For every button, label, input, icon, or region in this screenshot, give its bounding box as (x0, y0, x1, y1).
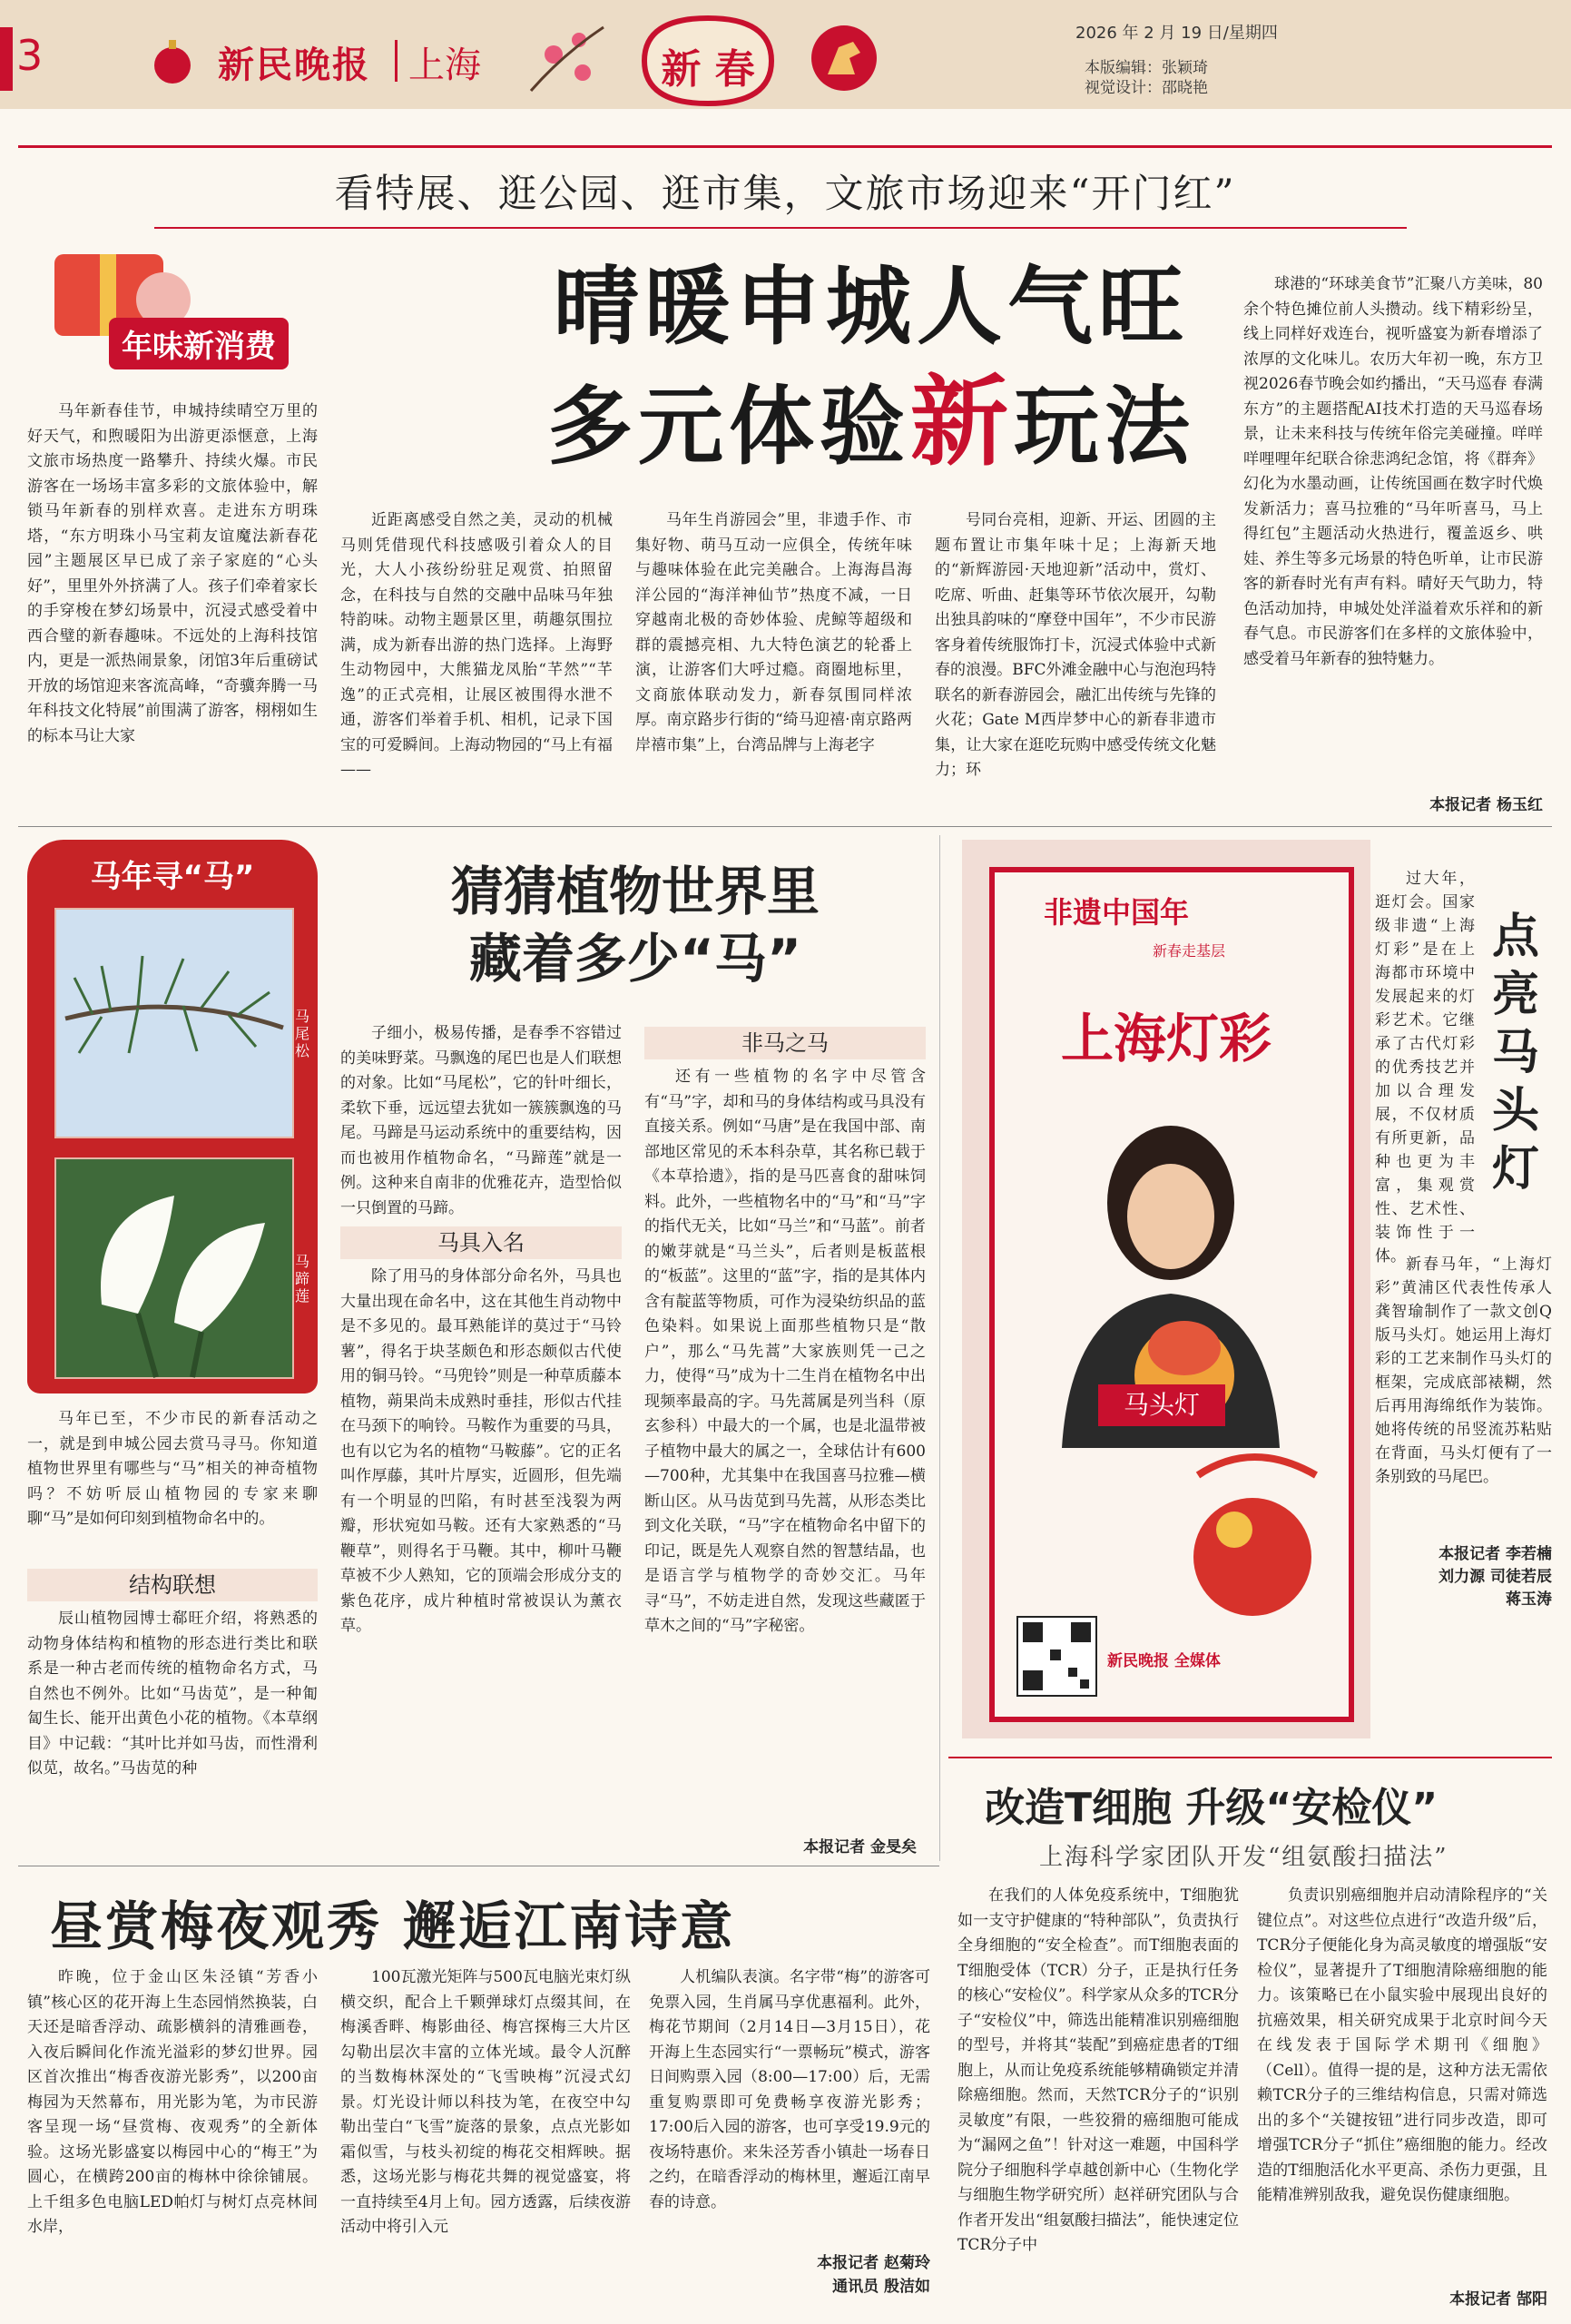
plants-subhead-1: 结构联想 (27, 1569, 318, 1601)
logo-divider (395, 40, 398, 82)
horse-icon (808, 22, 880, 94)
plum-byline-1: 本报记者 赵菊玲 (817, 2254, 930, 2272)
lamp-column-narrow (1375, 867, 1475, 1265)
lead-paragraph: 球港的“环球美食节”汇聚八方美味，80余个特色摊位前人头攒动。线下精彩纷呈，线上同样好戏连台，视听盛宴为新春增添了浓厚的文化味儿。农历大年初一晚，东方卫视2026春节晚会如约播出，“天马巡春 春满东方”的主题搭配AI技术打造的天马巡春场景，让未来科技与传统年俗完美碰撞。咩咩咩哩哩年纪联合徐悲鸿纪念馆，将《群奔》幻化为水墨动画，让传统国画在数字时代焕发新活力；喜马拉雅的“马年听喜马，马上得红包”主题活动火热进行，覆盖返乡、哄娃、养生等多元场景的特色听单，让市民游客的新春时光有声有料。晴好天气助力，特色活动加持，申城处处洋溢着欢乐祥和的新春气息。市民游客们在多样的文旅体验中，感受着马年新春的独特魅力。 (1243, 275, 1543, 668)
lamp-title: 点亮马头灯 (1491, 910, 1539, 1196)
plum-column-1 (27, 1965, 318, 2315)
lead-title-part-c: 玩法 (1014, 378, 1196, 477)
plants-title (327, 858, 944, 992)
tcell-column-2 (1257, 1884, 1547, 2283)
lamp-poster (962, 840, 1370, 1738)
tcell-title: 改造T细胞 升级“安检仪” (985, 1785, 1438, 1831)
tcell-column-1 (957, 1884, 1239, 2310)
lead-title-line2 (381, 343, 1361, 484)
designer-line: 视觉设计：邵晓艳 (1085, 79, 1208, 97)
lead-column-2 (340, 508, 613, 817)
tcell-paragraph: 在我们的人体免疫系统中，T细胞犹如一支守护健康的“特种部队”，负责执行全身细胞的“安全检查”。而T细胞表面的T细胞受体（TCR）分子，正是执行任务的核心“安检仪”。科学家从众多的TCR分子“安检仪”中，筛选出能精准识别癌细胞的型号，并将其“装配”到癌症患者的T细胞上，从而让免疫系统能够精确锁定并清除癌细胞。然而，天然TCR分子的“识别灵敏度”有限，一些狡猾的癌细胞可能成为“漏网之鱼”！针对这一难题，中国科学院分子细胞科学卓越创新中心（生物化学与细胞生物学研究所）赵祥研究团队与合作者开发出“组氨酸扫描法”，能快速定位TCR分子中 (957, 1886, 1239, 2254)
blossom-icon (526, 18, 608, 100)
editor-line: 本版编辑：张颖琦 (1085, 59, 1208, 77)
lead-title-line1: 晴暖申城人气旺 (553, 258, 1189, 357)
qr-code[interactable] (1016, 1616, 1097, 1697)
plum-column-3 (649, 1965, 930, 2247)
lead-kicker: 看特展、逛公园、逛市集，文旅市场迎来“开门红” (334, 172, 1236, 217)
plum-byline-2: 通讯员 殷洁如 (832, 2278, 930, 2296)
lead-paragraph: 近距离感受自然之美，灵动的机械马则凭借现代科技感吸引着众人的目光，大人小孩纷纷驻足观赏、拍照留念，在科技与自然的交融中品味马年独特韵味。动物主题景区里，萌趣氛围拉满，成为新春出游的热门选择。上海野生动物园中，大熊猫龙凤胎“芊然”“芊逸”的正式亮相，让展区被围得水泄不通，游客们举着手机、相机，记录下国宝的可爱瞬间。上海动物园的“马上有福—— (340, 511, 613, 779)
plants-byline: 本报记者 金旻矣 (803, 1838, 917, 1856)
plants-intro (27, 1407, 318, 1561)
page-editor (1085, 58, 1208, 98)
tcell-rule (948, 1757, 1552, 1758)
plum-paragraph: 人机编队表演。名字带“梅”的游客可免票入园，生肖属马享优惠福利。此外，梅花节期间（2月14日—3月15日），花开海上生态园实行“一票畅玩”模式，游客日间购票入园（8:00—17:00）后，无需重复购票即可免费畅享夜游光影秀；17:00后入园的游客，也可享受19.9元的夜场特惠价。来朱泾芳香小镇赴一场春日之约，在暗香浮动的梅林里，邂逅江南早春的诗意。 (649, 1968, 930, 2211)
poster-subtitle: 新春走基层 (1153, 942, 1226, 960)
tcell-paragraph: 负责识别癌细胞并启动清除程序的“关键位点”。对这些位点进行“改造升级”后，TCR分子便能化身为高灵敏度的增强版“安检仪”，显著提升了T细胞清除癌细胞的能力。该策略已在小鼠实验中展现出良好的抗癌效果，相关研究成果于北京时间今天在线发表于国际学术期刊《细胞》（Cell）。值得一提的是，这种方法无需依赖TCR分子的三维结构信息，只需对筛选出的多个“关键按钮”进行同步改造，即可增强TCR分子“抓住”癌细胞的能力。经改造的T细胞活化水平更高、杀伤力更强，且能精准辨别敌我，避免误伤健康细胞。 (1257, 1886, 1547, 2204)
page-number: 3 (16, 31, 44, 80)
plants-paragraph: 马年已至，不少市民的新春活动之一，就是到申城公园去赏马寻马。你知道植物世界里有哪些与“马”相关的神奇植物吗？不妨听辰山植物园的专家来聊聊“马”是如何印刻到植物命名中的。 (27, 1410, 318, 1528)
lead-paragraph: 马年新春佳节，申城持续晴空万里的好天气，和煦暖阳为出游更添惬意，上海文旅市场热度一路攀升、持续火爆。市民游客在一场场丰富多彩的文旅体验中，解锁马年新春的别样欢喜。走进东方明珠塔，“东方明珠小马宝莉友谊魔法新春花园”主题展区早已成了亲子家庭的“心头好”，里里外外挤满了人。孩子们牵着家长的手穿梭在梦幻场景中，沉浸式感受着中西合璧的新春趣味。不远处的上海科技馆内，更是一派热闹景象，闭馆3年后重磅试开放的场馆迎来客流高峰，“奇骥奔腾一马年科技文化特展”前围满了游客，栩栩如生的标本马让大家 (27, 402, 318, 745)
newspaper-logo: 新民晚报 (218, 44, 370, 86)
plum-bylines (649, 2251, 930, 2299)
plants-subhead-3: 非马之马 (644, 1027, 926, 1059)
plum-paragraph: 100瓦激光矩阵与500瓦电脑光束灯纵横交织，配合上千颗弹球灯点缀其间，在梅溪香畔、梅影曲径、梅宫探梅三大片区勾勒出层次丰富的立体光域。最令人沉醉的当数梅林深处的“飞雪映梅”沉浸式幻景。灯光设计师以科技为笔，在夜空中勾勒出莹白“飞雪”旋落的景象，点点光影如霜似雪，与枝头初绽的梅花交相辉映。据悉，这场光影与梅花共舞的视觉盛宴，将一直持续至4月上旬。园方透露，后续夜游活动中将引入元 (340, 1968, 631, 2236)
lead-badge (27, 245, 318, 381)
poster-footer: 新民晚报 全媒体 (1107, 1652, 1221, 1670)
festival-badge-text: 新 春 (661, 46, 755, 93)
section-divider (18, 826, 1552, 827)
tcell-byline: 本报记者 郜阳 (1449, 2290, 1547, 2309)
photo-masson-pine (54, 908, 294, 1138)
lamp-bylines (1375, 1543, 1552, 1611)
lantern-icon (145, 34, 200, 89)
photo1-caption: 马尾松 (295, 1008, 310, 1059)
plants-title-line1: 猜猜植物世界里 (450, 861, 820, 922)
lead-column-4 (935, 508, 1216, 817)
plants-paragraph: 子细小，极易传播，是春季不容错过的美味野菜。马飘逸的尾巴也是人们联想的对象。比如“马尾松”，它的针叶细长，柔软下垂，远远望去犹如一簇簇飘逸的马尾。马蹄是马运动系统中的重要结构，因而也被用作植物命名，“马蹄莲”就是一例。这种来自南非的优雅花卉，造型恰似一只倒置的马蹄。 (340, 1024, 622, 1217)
pine-illustration (56, 910, 292, 1137)
festival-badge (626, 11, 790, 111)
photo2-caption: 马蹄莲 (295, 1253, 310, 1305)
photo-calla-lily (54, 1157, 294, 1379)
lead-column-1 (27, 399, 318, 817)
edition-city: 上海 (408, 44, 481, 86)
plants-column-2 (340, 1021, 622, 1856)
plants-column-3 (644, 1021, 926, 1838)
lamp-paragraph: 新春马年，“上海灯彩”黄浦区代表性传承人龚智瑜制作了一款文创Q版马头灯。她运用上海灯彩的工艺来制作马头灯的框架，完成底部裱糊，然后再用海绵纸作为装饰。她将传统的吊竖流苏粘贴在背面，马头灯便有了一条别致的马尾巴。 (1375, 1256, 1552, 1486)
horse-lantern-decor (1180, 1421, 1334, 1639)
lead-badge-label: 年味新消费 (109, 318, 289, 369)
poster-title: 上海灯彩 (1060, 1008, 1272, 1069)
page-tab-marker (0, 27, 13, 91)
column-divider (939, 835, 940, 1861)
tcell-subtitle: 上海科学家团队开发“组氨酸扫描法” (1039, 1844, 1448, 1871)
plants-subhead-2: 马具入名 (340, 1226, 622, 1259)
calla-illustration (56, 1159, 292, 1377)
kicker-rule (154, 227, 1407, 229)
lead-paragraph: 马年生肖游园会”里，非遗手作、市集好物、萌马互动一应俱全，传统年味与趣味体验在此完美融合。上海海昌海洋公园的“海洋神仙节”热度不减，一日穿越南北极的奇妙体验、虎鲸等超级和群的震撼亮相、九大特色演艺的轮番上演，让游客们大呼过瘾。商圈地标里，文商旅体联动发力，新春氛围同样浓厚。南京路步行街的“绮马迎禧·南京路两岸禧市集”上，台湾品牌与上海老字 (635, 511, 912, 754)
lamp-column (1375, 1253, 1552, 1525)
lamp-byline-1: 本报记者 李若楠 (1438, 1545, 1552, 1563)
plants-paragraph: 除了用马的身体部分命名外，马具也大量出现在命名中，这在其他生肖动物中是不多见的。最耳熟能详的莫过于“马铃薯”，得名于块茎颇色和形态颇似古代使用的铜马铃。“马兜铃”则是一种草质藤本植物，蒴果尚未成熟时垂挂，形似古代挂在马颈下的响铃。马鞍作为重要的马具，也有以它为名的植物“马鞍藤”。它的正名叫作厚藤，其叶片厚实，近圆形，但先端有一个明显的凹陷，有时甚至浅裂为两瓣，形状宛如马鞍。还有大家熟悉的“马鞭草”，则得名于马鞭。其中，柳叶马鞭草被不少人熟知，它的顶端会形成分支的紫色花序，成片种植时常被误认为薰衣草。 (340, 1267, 622, 1635)
plants-title-line2: 藏着多少“马” (468, 928, 802, 990)
poster-caption: 马头灯 (1098, 1384, 1225, 1426)
plum-title: 昼赏梅夜观秀 邂逅江南诗意 (50, 1896, 736, 1957)
lead-column-5 (1243, 272, 1543, 790)
lamp-byline-2: 刘力源 司徒若辰 (1438, 1568, 1552, 1586)
plants-column-1 (27, 1563, 318, 1854)
lead-column-3 (635, 508, 912, 817)
lead-paragraph: 号同台亮相，迎新、开运、团圆的主题布置让市集年味十足；上海新天地的“新辉游园·天地迎新”活动中，赏灯、吃席、听曲、赶集等环节依次展开，勾勒出独具韵味的“摩登中国年”，不少市民游客身着传统服饰打卡，沉浸式体验中式新春的浪漫。BFC外滩金融中心与泡泡玛特联名的新春游园会，融汇出传统与先锋的火花；Gate M西岸梦中心的新春非遗市集，让大家在逛吃玩购中感受传统文化魅力；环 (935, 511, 1216, 779)
plum-paragraph: 昨晚，位于金山区朱泾镇“芳香小镇”核心区的花开海上生态园悄然换装，白天还是暗香浮动、疏影横斜的清雅画卷，入夜后瞬间化作流光溢彩的梦幻世界。园区首次推出“梅香夜游光影秀”，以200亩梅园为天然幕布，用光影为笔，为市民游客呈现一场“昼赏梅、夜观秀”的全新体验。这场光影盛宴以梅园中心的“梅王”为圆心，在横跨200亩的梅林中徐徐铺展。上千组多色电脑LED帕灯与树灯点亮林间水岸， (27, 1968, 318, 2236)
plants-paragraph: 还有一些植物的名字中尽管含有“马”字，却和马的身体结构或马具没有直接关系。例如“马唐”是在我国中部、南部地区常见的禾本科杂草，其名称已载于《本草拾遗》，指的是马匹喜食的甜味饲料。此外，一些植物名中的“马”和“马”字的指代无关，比如“马兰”和“马蓝”。前者的嫩芽就是“马兰头”，后者则是板蓝根的“板蓝”。这里的“蓝”字，指的是其体内含有靛蓝等物质，可作为浸染纺织品的蓝色染料。如果说上面那些植物只是“散户”，那么“马先蒿”大家族则凭一己之力，使得“马”成为十二生肖在植物名中出现频率最高的字。马先蒿属是列当科（原玄参科）中最大的一个属，也是北温带被子植物中最大的属之一，全球估计有600—700种，尤其集中在我国喜马拉雅—横断山区。从马齿苋到马先蒿，从形态类比到文化关联，“马”字在植物命名中留下的印记，既是先人观察自然的智慧结晶，也是语言学与植物学的奇妙交汇。马年寻“马”，不妨走进自然，发现这些藏匿于草木之间的“马”字秘密。 (644, 1068, 926, 1635)
lead-byline: 本报记者 杨玉红 (1429, 796, 1543, 814)
top-rule (18, 145, 1552, 148)
plants-paragraph: 辰山植物园博士郗旺介绍，将熟悉的动物身体结构和植物的形态进行类比和联系是一种古老而传统的植物命名方式，马自然也不例外。比如“马齿苋”，是一种匍匐生长、能开出黄色小花的植物。《本草纲目》中记载：“其叶比并如马齿，而性滑利似苋，故名。”马齿苋的种 (27, 1610, 318, 1777)
lamp-byline-3: 蒋玉涛 (1506, 1590, 1552, 1609)
lead-title-part-a: 多元体验 (546, 378, 910, 477)
poster-top-title: 非遗中国年 (1044, 895, 1190, 930)
plants-badge: 马年寻“马” (90, 859, 255, 895)
issue-date: 2026 年 2 月 19 日/星期四 (1075, 24, 1278, 43)
lead-title-highlight: 新 (909, 366, 1014, 479)
plum-column-2 (340, 1965, 631, 2315)
lamp-paragraph-lead: 过大年，逛灯会。国家级非遗“上海灯彩”是在上海都市环境中发展起来的灯彩艺术。它继承了古代灯彩的优秀技艺并加以合理发展，不仅材质有所更新，品种也更为丰富，集观赏性、艺术性、装饰性于一体。 (1375, 870, 1475, 1265)
